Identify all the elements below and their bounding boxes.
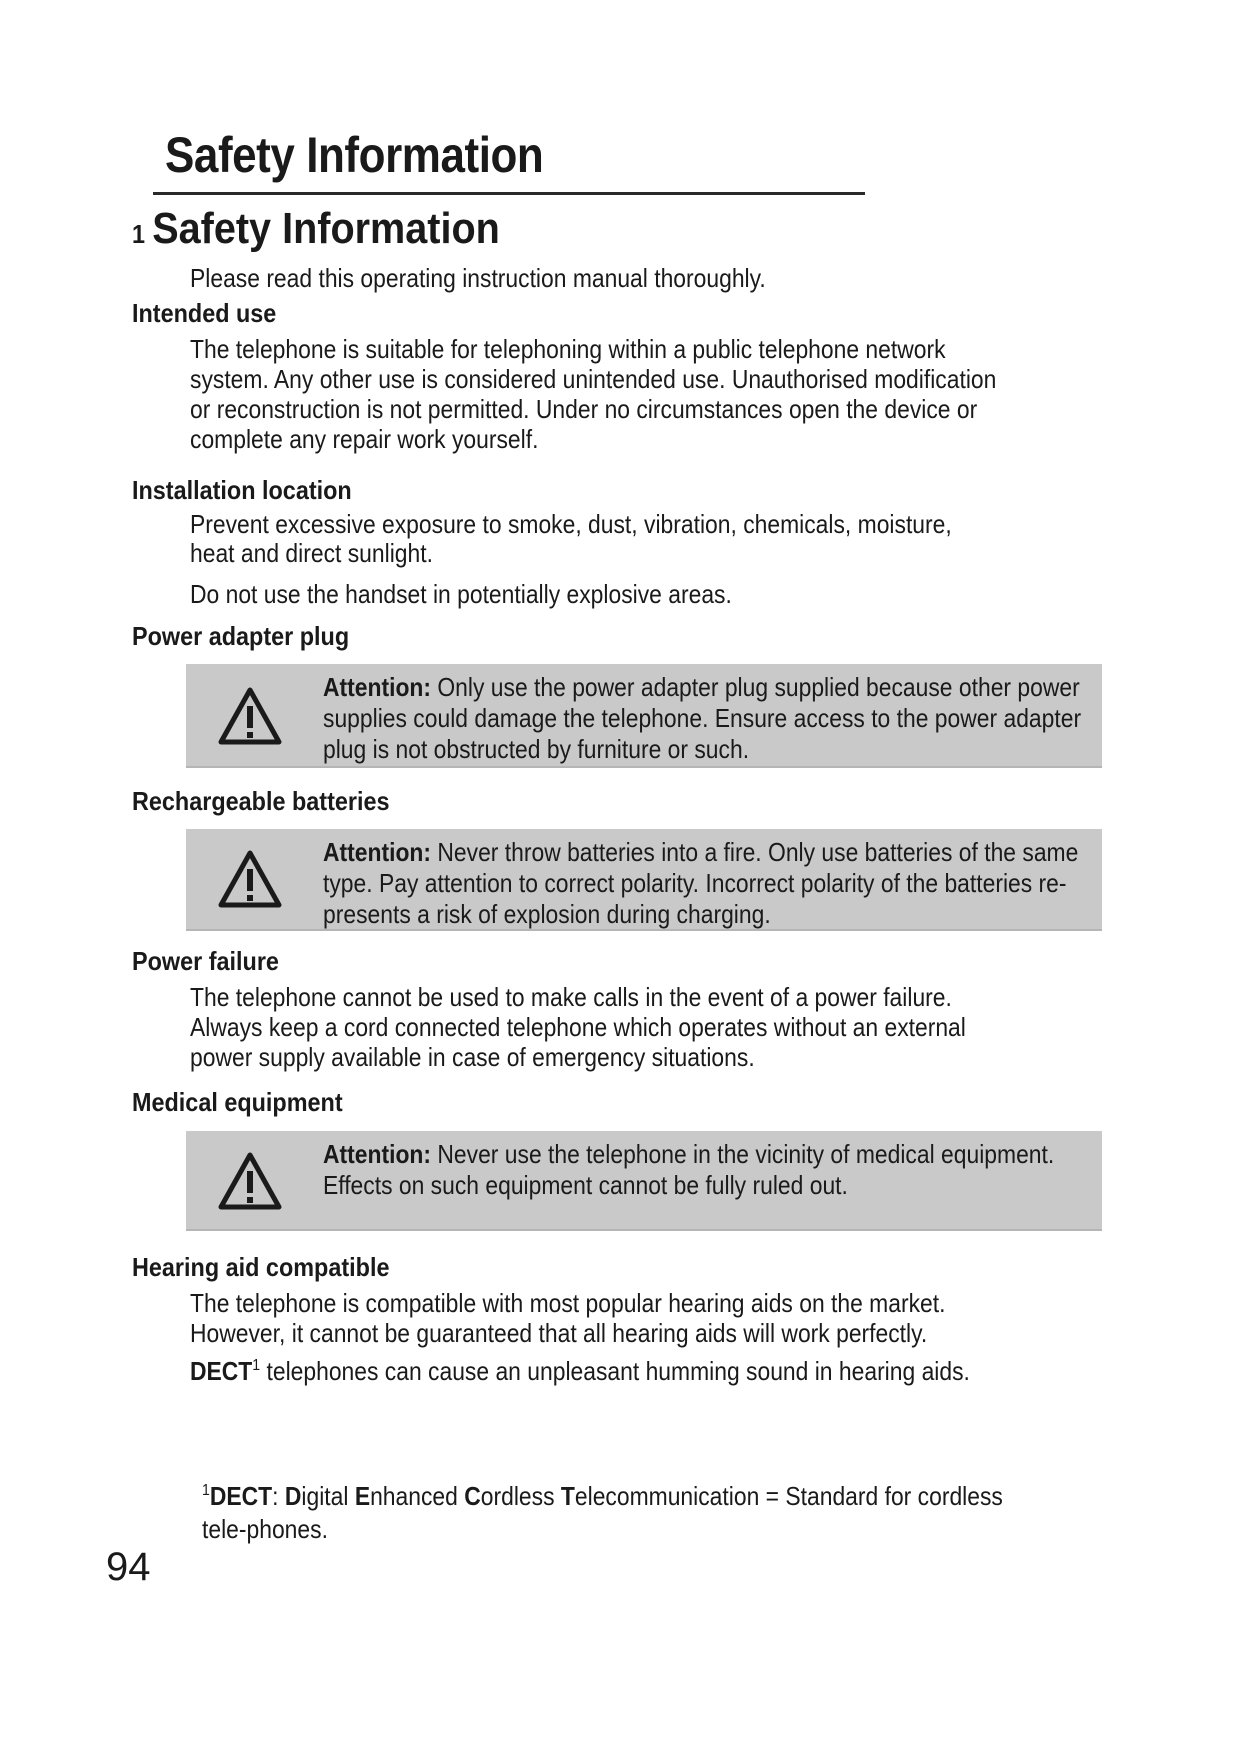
acronym-letter-e: E	[354, 1481, 371, 1511]
acronym-letter-c: C	[464, 1481, 481, 1511]
text-explosive-areas: Do not use the handset in potentially explosive areas.	[190, 579, 732, 609]
acronym-word-digital: igital	[301, 1481, 349, 1511]
acronym-word-cordless: ordless	[480, 1481, 555, 1511]
acronym-letter-t: T	[560, 1481, 575, 1511]
attention-label: Attention:	[323, 837, 432, 867]
text-installation-location: Prevent excessive exposure to smoke, dust, vibration, chemicals, moisture, heat and direct sunlight.	[190, 509, 952, 568]
text-hearing-aid: The telephone is compatible with most popular hearing aids on the market. However, it cannot be guaranteed that all hearing aids will work perfectly.	[190, 1288, 946, 1348]
attention-text-medical	[323, 1139, 1097, 1201]
footnote-marker: 1	[202, 1482, 210, 1499]
attention-text-power-adapter	[323, 672, 1097, 765]
heading-power-failure: Power failure	[132, 946, 279, 976]
attention-box-medical	[186, 1131, 1102, 1231]
text-power-failure: The telephone cannot be used to make calls in the event of a power failure. Always keep a cord connected telephone which operates without an external power supply available in case of emergency situations.	[190, 982, 966, 1072]
chapter-heading	[132, 204, 500, 254]
heading-intended-use: Intended use	[132, 298, 277, 328]
chapter-number: 1	[132, 219, 146, 249]
attention-message: Never throw batteries into a fire. Only use batteries of the same type. Pay attention to correct polarity. Incorrect polarity of the batteries re-presents a risk of explosion during charging.	[323, 837, 1079, 929]
attention-message: Never use the telephone in the vicinity of medical equipment. Effects on such equipment cannot be fully ruled out.	[323, 1139, 1055, 1200]
acronym-letter-d: D	[284, 1481, 302, 1511]
footnote	[202, 1474, 1047, 1546]
footnote-term: DECT	[209, 1481, 273, 1511]
dect-label: DECT	[190, 1356, 253, 1386]
heading-power-adapter-plug: Power adapter plug	[132, 621, 350, 651]
heading-rechargeable-batteries: Rechargeable batteries	[132, 786, 390, 816]
header-rule	[153, 192, 865, 195]
warning-triangle-icon	[218, 1151, 282, 1211]
text-intended-use: The telephone is suitable for telephoning within a public telephone network system. Any other use is considered unintended use. Unauthorised modification or reconstruction is not permitted. Under no circumstances open the device or complete any repair work yourself.	[190, 334, 997, 454]
warning-triangle-icon	[218, 849, 282, 909]
attention-message: Only use the power adapter plug supplied because other power supplies could damage the telephone. Ensure access to the power adapter plug is not obstructed by furniture or such.	[323, 672, 1082, 764]
warning-triangle-icon	[218, 686, 282, 746]
acronym-word-telecommunication: elecommunication	[574, 1481, 760, 1511]
chapter-title: Safety Information	[152, 204, 500, 253]
attention-label: Attention:	[323, 1139, 432, 1169]
footnote-definition: = Standard for cordless tele-phones.	[202, 1481, 1003, 1544]
footnote-colon: :	[272, 1481, 279, 1511]
dect-statement	[190, 1356, 970, 1387]
dect-text: telephones can cause an unpleasant humming sound in hearing aids.	[266, 1356, 970, 1386]
footnote-ref: 1	[252, 1357, 261, 1374]
attention-box-power-adapter	[186, 664, 1102, 768]
page-header-title: Safety Information	[165, 127, 544, 183]
heading-hearing-aid: Hearing aid compatible	[132, 1252, 390, 1282]
attention-box-batteries	[186, 829, 1102, 931]
attention-text-batteries	[323, 837, 1097, 930]
heading-installation-location: Installation location	[132, 475, 352, 505]
attention-label: Attention:	[323, 672, 432, 702]
heading-medical-equipment: Medical equipment	[132, 1087, 343, 1117]
acronym-word-enhanced: nhanced	[370, 1481, 458, 1511]
intro-text: Please read this operating instruction manual thoroughly.	[190, 263, 766, 293]
page-number: 94	[106, 1545, 151, 1589]
